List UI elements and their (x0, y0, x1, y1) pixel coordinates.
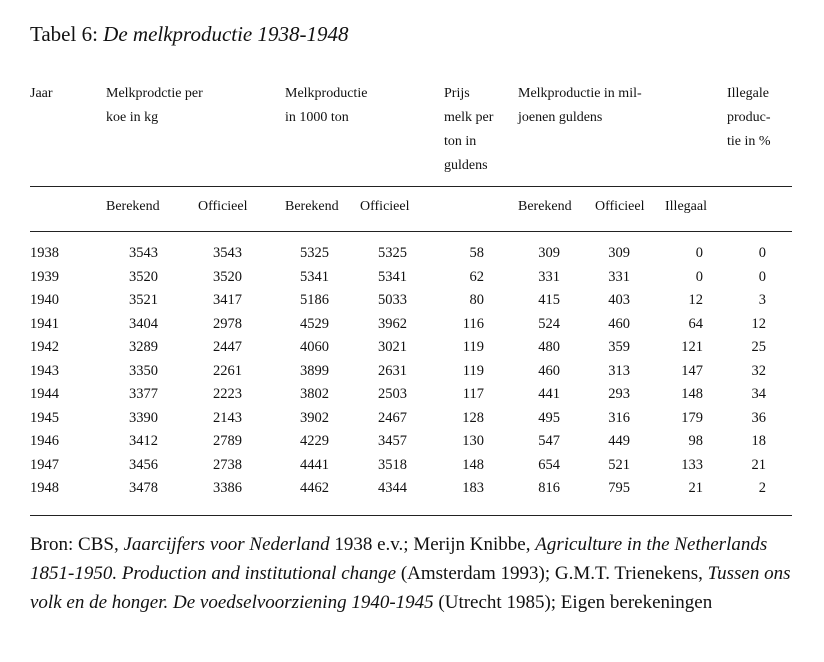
cell-jaar: 1942 (30, 339, 59, 355)
cell-gld-officieel: 316 (608, 409, 630, 426)
cell-koe-berekend: 3412 (129, 433, 158, 449)
cell-ton-officieel: 2631 (378, 362, 407, 379)
cell-illegaal-pct: 36 (751, 409, 766, 426)
cell-gld-illegaal: 0 (695, 268, 703, 285)
table-title (30, 22, 349, 47)
cell-gld-berekend: 480 (538, 339, 560, 355)
col-header-illegaal-line3: tie in % (727, 134, 771, 149)
cell-gld-berekend: 331 (538, 268, 560, 285)
cell-koe-officieel: 3543 (213, 245, 242, 261)
cell-koe-berekend: 3404 (129, 315, 158, 332)
cell-gld-berekend: 460 (538, 362, 560, 379)
cell-illegaal-pct: 2 (758, 480, 766, 496)
cell-gld-officieel: 293 (608, 386, 630, 402)
col-header-illegaal-line1: Illegale (727, 86, 769, 101)
cell-gld-illegaal: 147 (681, 362, 703, 379)
cell-gld-berekend: 547 (538, 433, 560, 449)
cell-gld-berekend: 495 (538, 409, 560, 426)
cell-illegaal-pct: 32 (751, 362, 766, 379)
cell-gld-officieel: 359 (608, 339, 630, 355)
cell-ton-berekend: 3899 (300, 362, 329, 379)
cell-prijs: 62 (469, 268, 484, 285)
source-text-3: (Amsterdam 1993); G.M.T. Trienekens, (396, 563, 708, 584)
cell-gld-berekend: 654 (538, 456, 560, 473)
cell-prijs: 116 (462, 315, 484, 332)
cell-gld-officieel: 403 (608, 292, 630, 308)
col-header-illegaal-line2: produc- (727, 110, 771, 125)
cell-illegaal-pct: 18 (751, 433, 766, 449)
col-header-ton (285, 82, 367, 130)
cell-koe-berekend: 3478 (129, 480, 158, 496)
subheader-ton-officieel: Officieel (360, 199, 410, 214)
cell-ton-berekend: 4441 (300, 456, 329, 473)
cell-koe-officieel: 3520 (213, 268, 242, 285)
cell-prijs: 183 (462, 480, 484, 496)
source-note (30, 530, 800, 617)
cell-gld-illegaal: 0 (695, 245, 703, 261)
source-title-1: Jaarcijfers voor Nederland (123, 534, 330, 555)
cell-gld-berekend: 441 (538, 386, 560, 402)
cell-ton-berekend: 5186 (300, 292, 329, 308)
cell-prijs: 128 (462, 409, 484, 426)
cell-ton-berekend: 4060 (300, 339, 329, 355)
cell-prijs: 119 (462, 339, 484, 355)
col-header-gulden-line2: joenen guldens (518, 110, 603, 125)
cell-gld-illegaal: 121 (681, 339, 703, 355)
cell-gld-berekend: 816 (538, 480, 560, 496)
cell-koe-officieel: 3417 (213, 292, 242, 308)
cell-koe-officieel: 2738 (213, 456, 242, 473)
table-caption: De melkproductie 1938-1948 (103, 22, 349, 46)
cell-gld-berekend: 524 (538, 315, 560, 332)
cell-jaar: 1944 (30, 386, 59, 402)
cell-prijs: 148 (462, 456, 484, 473)
cell-illegaal-pct: 21 (751, 456, 766, 473)
subheader-gld-illegaal: Illegaal (665, 199, 707, 214)
cell-illegaal-pct: 34 (751, 386, 766, 402)
cell-gld-illegaal: 12 (688, 292, 703, 308)
cell-illegaal-pct: 12 (751, 315, 766, 332)
subheader-divider (30, 231, 792, 232)
cell-gld-officieel: 309 (608, 245, 630, 261)
cell-gld-officieel: 521 (608, 456, 630, 473)
cell-koe-officieel: 2261 (213, 362, 242, 379)
cell-prijs: 130 (462, 433, 484, 449)
cell-ton-berekend: 3802 (300, 386, 329, 402)
cell-koe-berekend: 3521 (129, 292, 158, 308)
cell-prijs: 117 (462, 386, 484, 402)
cell-ton-officieel: 5325 (378, 245, 407, 261)
cell-gld-berekend: 415 (538, 292, 560, 308)
cell-gld-berekend: 309 (538, 245, 560, 261)
cell-koe-officieel: 2789 (213, 433, 242, 449)
cell-jaar: 1945 (30, 409, 59, 426)
col-header-jaar: Jaar (30, 86, 53, 101)
cell-jaar: 1943 (30, 362, 59, 379)
cell-ton-berekend: 5325 (300, 245, 329, 261)
cell-jaar: 1946 (30, 433, 59, 449)
cell-koe-officieel: 2447 (213, 339, 242, 355)
source-title-3: Tussen ons volk en de honger. De voedselvoorziening 1940-1945 (30, 563, 791, 613)
cell-jaar: 1939 (30, 268, 59, 285)
cell-ton-berekend: 4229 (300, 433, 329, 449)
cell-gld-illegaal: 179 (681, 409, 703, 426)
cell-gld-officieel: 331 (608, 268, 630, 285)
cell-gld-illegaal: 148 (681, 386, 703, 402)
cell-illegaal-pct: 0 (758, 268, 766, 285)
cell-ton-officieel: 3457 (378, 433, 407, 449)
cell-ton-berekend: 4529 (300, 315, 329, 332)
table-number: Tabel 6: (30, 22, 98, 46)
cell-jaar: 1947 (30, 456, 59, 473)
cell-ton-officieel: 5033 (378, 292, 407, 308)
cell-illegaal-pct: 3 (758, 292, 766, 308)
cell-ton-officieel: 2503 (378, 386, 407, 402)
col-header-prijs-line3: ton in (444, 134, 477, 149)
cell-gld-illegaal: 98 (688, 433, 703, 449)
cell-koe-berekend: 3350 (129, 362, 158, 379)
cell-gld-illegaal: 21 (688, 480, 703, 496)
cell-gld-officieel: 460 (608, 315, 630, 332)
cell-ton-officieel: 2467 (378, 409, 407, 426)
col-header-koe-line2: koe in kg (106, 110, 159, 125)
cell-prijs: 58 (469, 245, 484, 261)
cell-ton-officieel: 3962 (378, 315, 407, 332)
subheader-koe-berekend: Berekend (106, 199, 160, 214)
cell-koe-berekend: 3390 (129, 409, 158, 426)
cell-koe-officieel: 3386 (213, 480, 242, 496)
col-header-ton-line2: in 1000 ton (285, 110, 349, 125)
col-header-koe-line1: Melkprodctie per (106, 86, 203, 101)
cell-jaar: 1948 (30, 480, 59, 496)
cell-prijs: 119 (462, 362, 484, 379)
cell-koe-berekend: 3543 (129, 245, 158, 261)
cell-gld-officieel: 313 (608, 362, 630, 379)
col-header-illegaal (727, 82, 771, 154)
cell-jaar: 1940 (30, 292, 59, 308)
col-header-prijs-line4: guldens (444, 158, 488, 173)
source-text-1: Bron: CBS, (30, 534, 124, 555)
source-title-2: Agriculture in the Netherlands 1851-1950. Production and institutional change (30, 534, 768, 584)
cell-koe-officieel: 2978 (213, 315, 242, 332)
cell-illegaal-pct: 0 (758, 245, 766, 261)
col-header-gulden-line1: Melkproductie in mil- (518, 86, 642, 101)
cell-gld-illegaal: 64 (688, 315, 703, 332)
cell-koe-berekend: 3377 (129, 386, 158, 402)
cell-jaar: 1938 (30, 245, 59, 261)
source-text-4: (Utrecht 1985); Eigen berekeningen (433, 592, 713, 613)
subheader-ton-berekend: Berekend (285, 199, 339, 214)
cell-koe-berekend: 3520 (129, 268, 158, 285)
cell-prijs: 80 (469, 292, 484, 308)
cell-ton-berekend: 4462 (300, 480, 329, 496)
cell-gld-illegaal: 133 (681, 456, 703, 473)
source-text-2: 1938 e.v.; Merijn Knibbe, (329, 534, 536, 555)
cell-ton-berekend: 3902 (300, 409, 329, 426)
cell-ton-berekend: 5341 (300, 268, 329, 285)
cell-koe-berekend: 3456 (129, 456, 158, 473)
table-bottom-rule (30, 515, 792, 516)
col-header-prijs (444, 82, 493, 178)
col-header-koe (106, 82, 203, 130)
cell-ton-officieel: 4344 (378, 480, 407, 496)
subheader-gld-berekend: Berekend (518, 199, 572, 214)
cell-ton-officieel: 3021 (378, 339, 407, 355)
cell-gld-officieel: 449 (608, 433, 630, 449)
header-divider (30, 186, 792, 187)
cell-koe-officieel: 2143 (213, 409, 242, 426)
cell-illegaal-pct: 25 (751, 339, 766, 355)
col-header-ton-line1: Melkproductie (285, 86, 368, 101)
cell-koe-officieel: 2223 (213, 386, 242, 402)
cell-jaar: 1941 (30, 315, 59, 332)
col-header-gulden (518, 82, 642, 130)
subheader-koe-officieel: Officieel (198, 199, 248, 214)
col-header-prijs-line2: melk per (444, 110, 494, 125)
cell-koe-berekend: 3289 (129, 339, 158, 355)
subheader-gld-officieel: Officieel (595, 199, 645, 214)
cell-ton-officieel: 5341 (378, 268, 407, 285)
col-header-prijs-line1: Prijs (444, 86, 470, 101)
cell-ton-officieel: 3518 (378, 456, 407, 473)
cell-gld-officieel: 795 (608, 480, 630, 496)
